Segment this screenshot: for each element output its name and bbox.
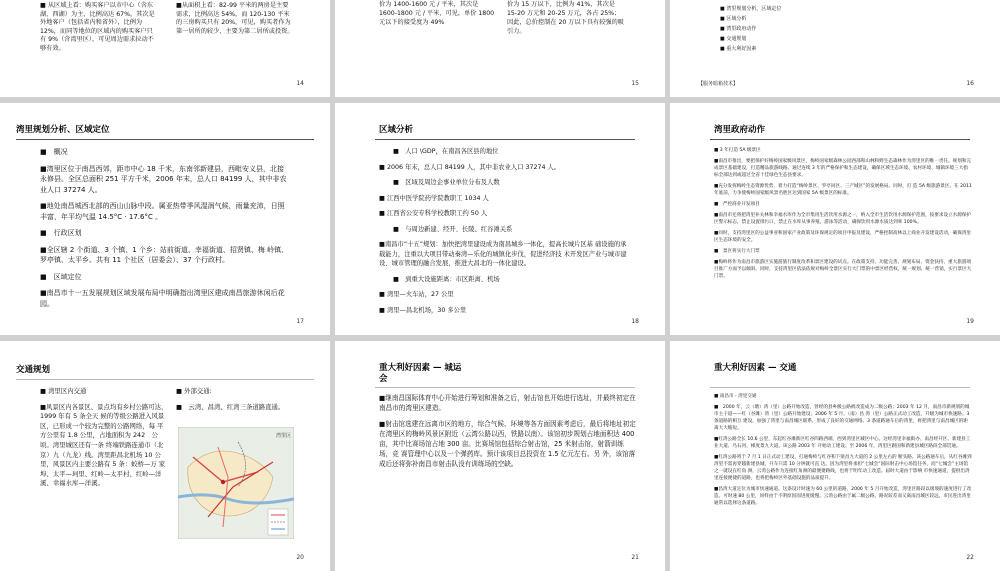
slide-title: 湾里规划分析、区域定位: [16, 125, 110, 135]
title-rule: [375, 387, 635, 388]
section-heading: ■ 南昌市 - 湾里交通: [714, 394, 757, 399]
slide-17[interactable]: [0, 103, 330, 335]
list-item: ■ 江西省公安专科学校教职工约 50 人: [379, 210, 488, 217]
slide-title: 重大利好因素 — 城运会: [379, 363, 462, 384]
paragraph: ■红湾公路将于 7 月 1 日正式动工建设，打通梅岭与红谷和下梁昌九大道的 2 公里左右的 断头路。该公路通车后，从红谷滩到湾里不需再穿越新建县城，开车只需 10 分钟就可直 达。因为湾里将承担“七城会”国际射击中心场馆任务，而“七城会”主场馆之一就设在红角 洲，云湾公路作为连接红角洲的最便捷路线，也将于明年动工改造。届时大道由于影响 市快速通道，提供出湾里连接便捷的道路，也将把梅岭区外基础设施的品质提升。: [714, 455, 972, 481]
page-number: 15: [631, 80, 639, 87]
slide-title: 交通规划: [16, 365, 51, 375]
slide-15-col1: 价为 1400-1600 元 / 平米，其次是 1600-1800 元 / 平米，可见，单价 1800 元以下的接受度为 49%: [379, 1, 495, 26]
paragraph: ■同时，支持湾里区的公益事业和国家产业政策及环保规定的项目申报及建设，严格控制高林以上商业开发建设活动，确保湾里区生态环境的安全。: [714, 231, 972, 243]
list-item: ■ 2006 年末，总人口 84199 人，其中非农业人口 37274 人。: [379, 163, 561, 171]
paragraph: ■红湾公路全长 10.6 公里，东起红谷滩新区红谷四路西端，西到湾里区城区中心。这经湾里幸福街办、南昌经开区、新建县工业大道、乌石河、梯度景九大道。该公路 2003 年 开始动工建设；至 2006 年，湾里区跟国和新建县城区路段全部贯通。: [714, 437, 971, 449]
slide-15-col2: 价为 15 万以下，比例为 41%，其次是 15-20 万元和 20-25 万元，各占 25%；因此，总价控制在 20 万以下具有较强的吸引力。: [507, 1, 624, 35]
section-heading: ■ 概况: [40, 148, 68, 156]
section-heading: ■ 湾里区内交通: [40, 387, 87, 395]
paragraph: ■充分发挥梅岭生态资源优势，着力打造“梅岭景区、罗亭回区、三产城区”的发展格局。同时，打 造 5A 级旅游景区。在 2011 年底前，力争使梅岭国家级风景名胜区达到国家 5A 级景区的标准。: [714, 184, 972, 196]
agenda-item[interactable]: ■ 重大利好因素: [720, 46, 757, 52]
agenda-item[interactable]: ■ 交通规划: [720, 36, 747, 42]
paragraph: ■梅岭将作为南昌市旅游区实施游旅行制度改革和景区建设的试点。在政策支持、功能完善、规划布局、资金扶持、重大旅游项目推广方面予以倾斜。同时，支持湾里区依法依规对梅岭全景区实行大门票的中景区经营权，统一规划、统一营销，实行景区大门票。: [714, 260, 972, 279]
slide-20-left: [40, 387, 168, 495]
map-marker: [221, 480, 225, 484]
paragraph: ■ 云湾、昌湾、红湾三条道路直通。: [176, 402, 285, 411]
list-item: ■ 区域及周边企事业单位分布及人数: [393, 179, 500, 186]
slide-title: 重大利好因素 — 交通: [714, 363, 797, 373]
title-rule: [16, 379, 314, 380]
slide-15[interactable]: [335, 0, 665, 97]
slide-21[interactable]: [335, 341, 665, 571]
page-number: 16: [966, 80, 974, 87]
traffic-map: [178, 427, 294, 539]
paragraph: ■南昌市推出，要把保护好梅岭国家级风景区，梅岭国家级森林公园西部和山林和野生态森林作为湾里区的唯一责任。规划和完成景区基础建设，打造精品旅游线路。通过连续 3 年的严格保护和生态建设，确保区域生态环境、农村环境、城镇环境三大指标全部达到或超过全省十佳绿色生态县要求。: [714, 159, 972, 178]
slide-19-body: [714, 147, 972, 284]
section-heading: ■ 行政区划: [40, 229, 82, 237]
list-item: ■ 与周边新建、经开、长陵、红谷滩关系: [393, 225, 513, 233]
map-label: 湾里区: [276, 433, 292, 439]
slide-22-body: [714, 393, 972, 511]
slide-21-body: [379, 393, 637, 475]
title-rule: [710, 387, 970, 388]
slide-20-right: [176, 387, 316, 418]
agenda-item[interactable]: ■ 湾里政府动作: [720, 26, 757, 32]
list-item: ■ 江西中医学院药学院教职工 1034 人: [379, 194, 489, 202]
slide-14-col1: ■ 从区域上看：购买客户以市中心（含东湖、西湖）为主，比例高达 67%，其次是外地客户（包括省内和省外），比例为 12%，而同等地位的区域内的购买客户只有 9%（含湾里区），可见周边需求拉动不够有效。: [40, 2, 155, 52]
page-number: 20: [296, 554, 304, 561]
title-rule: [710, 139, 970, 140]
slide-title: 湾里政府动作: [714, 125, 766, 135]
list-item: ■ 湾里—火车站，27 公里: [379, 291, 454, 298]
paragraph: ■南昌市十一五发展规划区域发展布局中明确指出湾里区建成南昌旅游休闲后花园。: [40, 289, 285, 308]
slide-22[interactable]: [670, 341, 1000, 571]
list-item: ■ 湾里—昌北机场，30 多公里: [379, 306, 467, 314]
title-rule: [375, 139, 635, 140]
page-number: 21: [631, 554, 639, 561]
slide-footer: 【服务暗箱技术】: [698, 81, 739, 87]
agenda-item[interactable]: ■ 区域分析: [720, 16, 747, 22]
paragraph: ■ 2000 年，云（塘）湾（里）公路开始改造，曾经的县乡级公路被改造成为二级公路；2003 年 12 月，南昌市新规划的城市主干道——红（谷滩）湾（里）公路开始建设；2006 年 5 月，（南）昌 湾（里）公路正式动工改造，升级为城市快速路。3 条道路的相互 建设，加强了湾里与南昌城区联系，形成了良好的交通网络。3 条道路通车后的湾里，将把湾里与南昌城区的距离大大缩短。: [714, 405, 970, 431]
slide-18[interactable]: [335, 103, 665, 335]
section-heading: ■ 景区将实行大门票: [714, 249, 760, 254]
section-heading: ■ 严控商业开发项目: [714, 202, 760, 207]
section-heading: ■ 区域定位: [40, 272, 82, 281]
page-number: 14: [296, 80, 304, 87]
page-number: 19: [966, 318, 974, 325]
agenda-item[interactable]: ■ 湾里规划分析、区域定位: [720, 6, 782, 12]
slide-title: 区域分析: [379, 125, 414, 135]
page-number: 18: [631, 318, 639, 325]
section-heading: ■ 外部交通:: [176, 387, 212, 395]
paragraph: ■全区辖 2 个街道、3 个镇、1 个乡：站前街道、幸福街道、招贤镇、梅 岭镇、罗亭镇、太平乡。共有 11 个社区（居委会）、37 个行政村。: [40, 245, 289, 264]
paragraph: ■射击馆选建在远离市区的地方，综合气候、环境等各方面因素考虑后，最后将地址初定在湾里区的梅岭风景区附近（云湾公路以西，铁路以南）。该馆初步规划占地面积达 400 亩，其中比赛场馆占地 300 亩。比赛场馆包括综合射击馆，25 米射击馆，射箭训练场，竞 赛管理中心以及一个弹药库。预计该项目总投资在 1.5 亿元左右。另 外，该馆落成后还将弥补南昌市射击队没有训练场的空缺。: [379, 420, 636, 468]
slide-20[interactable]: [0, 341, 330, 571]
slide-16[interactable]: [670, 0, 1000, 97]
paragraph: ■湾里区位于南昌西郊，距市中心 18 千米，东南邻新建县，西毗安义县，北接永修县。全区总面积 251 平方千米，2006 年末，总人口 84199 人，其中非农业人口 37274 人。: [40, 164, 287, 194]
paragraph: ■风景区内各景区、景点均有乡村公路可达，1999 年有 5 条全天 候的等级公路进入风景区，已形成一个较为完整的公路网络，每 平方公里有 1.8 公里，占地面积为 242 公顷。湾里城区还有一条 终端铁路连通市（北京）九（九龙）线。湾里距昌北机场 10 公里，风景区内主要公路有 5 条：蛟桥—万 家埠、太平—珂里、红岭—太平村、红岭—洋溪、幸福水库—洋溪。: [40, 402, 168, 488]
slide-14[interactable]: [0, 0, 330, 97]
page-number: 22: [966, 554, 974, 561]
paragraph: ■昌湾大道定位为城市快速通道。这条设计时速为 60 公里的道路，2006 年 5 月开始改造，湾里区路段以缓坡的速度进行了改造。可时速 80 公里，同样由于不明原因而进度缓慢。云湾公路由于属二级公路、路况较差而又离南昌城区较远，市民进出湾里通常以选择这条道路。: [714, 487, 972, 506]
slide-18-body: [379, 147, 629, 321]
paragraph: ■地处南昌城西北部的西山山脉中段。属亚热带季风湿润气候，雨量充沛，日照丰富，年平均气温 14.5°C · 17.6°C 。: [40, 202, 285, 221]
paragraph: ■南昌市“十五”规划：加快把湾里建设成为南昌城乡一体化，提高长城片区基 础设施的承载能力，注重以大项目带动秦湾—乐化的城镇化步伐，促进经济技 术开发区产业与城市建设、城市管理的融合发展，推进大昌北的一体化建设。: [379, 241, 627, 267]
slide-17-body: [40, 147, 290, 315]
slide-14-col2: ■从面积上看：82-99 平米的两房是主要需求，比例高达 54%，而 120-130 平米的三房购买只有 20%，可见，购买者作为第一居所的较少，主要为第二居所或投资。: [176, 2, 294, 35]
list-item: ■ 人口 \GDP，在南昌各区县的地位: [393, 148, 499, 155]
title-rule: [16, 139, 314, 140]
agenda-list: [720, 6, 781, 56]
list-item: ■ 到重大设施距离：市区距离、机场: [393, 275, 500, 283]
paragraph: ■继南昌国际体育中心开始进行筹划和准备之后，射击馆也开始进行选址，并最终初定在南昌市的湾里区建造。: [379, 394, 636, 412]
slide-19[interactable]: [670, 103, 1000, 335]
section-heading: ■ 3 年打造 5A 级景区: [714, 148, 761, 153]
paragraph: ■南昌市还将把湾里补关林和幸福水库作为全市集用生活饮用水源之一，纳入全市生活饮用水源保护范围，按要求设立水源保护区警示标志，禁止设置排污口，禁止在水库从事养殖、游泳等活动，确保饮用水源水质达到率 100%。: [714, 213, 972, 225]
page-number: 17: [296, 318, 304, 325]
